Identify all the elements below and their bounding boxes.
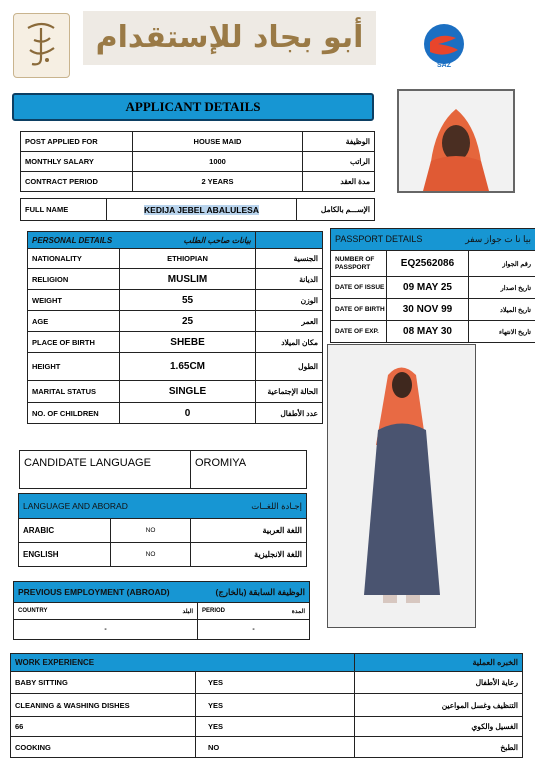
passport-arabic-label: تاريخ الميلاد xyxy=(469,299,535,321)
personal-label: NATIONALITY xyxy=(28,249,120,269)
personal-label: NO. OF CHILDREN xyxy=(28,403,120,424)
work-experience-label: 66 xyxy=(11,717,196,737)
passport-value: 30 NOV 99 xyxy=(387,299,469,321)
personal-arabic-label: عدد الأطفال xyxy=(256,403,323,424)
personal-value: SHEBE xyxy=(120,332,256,353)
full-name-label: FULL NAME xyxy=(21,199,107,221)
personal-value: 0 xyxy=(120,403,256,424)
brand-banner xyxy=(83,11,376,65)
passport-details-table xyxy=(330,228,535,343)
personal-arabic-label: الوزن xyxy=(256,290,323,311)
header-spacer xyxy=(256,232,323,249)
work-experience-header xyxy=(11,654,523,672)
section-title-cell xyxy=(331,229,535,251)
personal-arabic-label: الجنسية xyxy=(256,249,323,269)
passport-label: DATE OF EXP. xyxy=(331,321,387,343)
personal-value: MUSLIM xyxy=(120,269,256,290)
personal-value: ETHIOPIAN xyxy=(120,249,256,269)
language-value: NO xyxy=(111,543,191,567)
passport-label: NUMBER OF PASSPORT xyxy=(331,251,387,277)
contract-row xyxy=(21,132,375,152)
candidate-language-label: CANDIDATE LANGUAGE xyxy=(20,451,191,489)
passport-arabic-label: تاريخ الانتهاء xyxy=(469,321,535,343)
work-experience-label: BABY SITTING xyxy=(11,672,196,694)
languages-title: LANGUAGE AND ABORAD xyxy=(23,500,128,511)
company-seal-logo xyxy=(13,13,70,78)
contract-value: 2 YEARS xyxy=(133,172,303,192)
contract-label: POST APPLIED FOR xyxy=(21,132,133,152)
contract-arabic-label: الوظيفة xyxy=(303,132,375,152)
period-arabic-label: المدة xyxy=(254,603,310,620)
personal-value: 1.65CM xyxy=(120,353,256,381)
languages-title-arabic: إجـادة اللغــات xyxy=(251,500,303,511)
contract-value: 1000 xyxy=(133,152,303,172)
language-arabic-label: اللغة الانجليزية xyxy=(191,543,307,567)
work-experience-arabic-label: الطبخ xyxy=(355,737,523,758)
personal-value: SINGLE xyxy=(120,381,256,403)
personal-value: 55 xyxy=(120,290,256,311)
passport-details-title: PASSPORT DETAILS xyxy=(335,234,423,244)
personal-details-title: PERSONAL DETAILS xyxy=(32,235,113,245)
personal-details-table xyxy=(27,231,323,424)
work-experience-value: YES xyxy=(196,672,355,694)
personal-label: PLACE OF BIRTH xyxy=(28,332,120,353)
page-title: APPLICANT DETAILS xyxy=(125,99,261,114)
personal-label: RELIGION xyxy=(28,269,120,290)
personal-arabic-label: الديانة xyxy=(256,269,323,290)
contract-row xyxy=(21,172,375,192)
section-title-cell xyxy=(28,232,256,249)
languages-header xyxy=(19,494,307,519)
personal-arabic-label: العمر xyxy=(256,311,323,332)
work-experience-label: COOKING xyxy=(11,737,196,758)
personal-arabic-label: الحالة الإجتماعية xyxy=(256,381,323,403)
passport-label: DATE OF BIRTH xyxy=(331,299,387,321)
previous-employment-title: PREVIOUS EMPLOYMENT (ABROAD) xyxy=(18,586,170,597)
work-experience-value: YES xyxy=(196,717,355,737)
previous-employment-header xyxy=(14,582,310,603)
full-name-value xyxy=(107,199,297,221)
passport-label: DATE OF ISSUE xyxy=(331,277,387,299)
work-experience-table xyxy=(10,653,523,758)
contract-label: MONTHLY SALARY xyxy=(21,152,133,172)
applicant-full-body-photo xyxy=(327,344,476,628)
personal-label: WEIGHT xyxy=(28,290,120,311)
full-name-table xyxy=(20,198,375,221)
personal-arabic-label: مكان الميلاد xyxy=(256,332,323,353)
contract-row xyxy=(21,152,375,172)
language-arabic-label: اللغة العربية xyxy=(191,519,307,543)
saz-logo-text: SAZ xyxy=(437,62,451,69)
passport-details-header xyxy=(331,229,535,251)
language-label: ARABIC xyxy=(19,519,111,543)
full-name-arabic-label: الإســـم بالكامل xyxy=(297,199,375,221)
contract-table xyxy=(20,131,375,192)
passport-details-title-arabic: بيا نا ت جواز سفر xyxy=(465,234,531,244)
work-experience-value: NO xyxy=(196,737,355,758)
work-experience-title-arabic: الخبره العملية xyxy=(355,654,523,672)
passport-value: 09 MAY 25 xyxy=(387,277,469,299)
contract-value: HOUSE MAID xyxy=(133,132,303,152)
country-label: COUNTRY xyxy=(14,603,106,620)
candidate-language-table xyxy=(19,450,307,489)
language-label: ENGLISH xyxy=(19,543,111,567)
applicant-details-title xyxy=(12,93,374,121)
personal-arabic-label: الطول xyxy=(256,353,323,381)
saz-logo xyxy=(418,22,470,72)
previous-employment-title-arabic: الوظيفة السابقة (بالخارج) xyxy=(215,586,306,597)
contract-arabic-label: الراتب xyxy=(303,152,375,172)
language-value: NO xyxy=(111,519,191,543)
work-experience-arabic-label: التنظيف وغسل المواعين xyxy=(355,694,523,717)
work-experience-title: WORK EXPERIENCE xyxy=(11,654,355,672)
full-name-text: KEDIJA JEBEL ABALULESA xyxy=(144,204,259,215)
passport-arabic-label: تاريخ اصدار xyxy=(469,277,535,299)
personal-label: MARITAL STATUS xyxy=(28,381,120,403)
personal-value: 25 xyxy=(120,311,256,332)
work-experience-arabic-label: الغسيل والكوي xyxy=(355,717,523,737)
applicant-portrait-photo xyxy=(397,89,515,193)
contract-label: CONTRACT PERIOD xyxy=(21,172,133,192)
passport-value: 08 MAY 30 xyxy=(387,321,469,343)
passport-arabic-label: رقم الجواز xyxy=(469,251,535,277)
languages-table xyxy=(18,493,307,567)
candidate-language-value: OROMIYA xyxy=(191,451,307,489)
country-arabic-label: البلد xyxy=(106,603,198,620)
work-experience-arabic-label: رعاية الأطفال xyxy=(355,672,523,694)
contract-arabic-label: مدة العقد xyxy=(303,172,375,192)
country-value: - xyxy=(14,620,198,640)
previous-employment-table xyxy=(13,581,310,640)
personal-details-title-arabic: بيانات صاحب الطلب xyxy=(183,235,252,245)
period-value: - xyxy=(198,620,310,640)
brand-arabic-name: أبو بجاد للإستقدام xyxy=(95,20,364,55)
period-label: PERIOD xyxy=(198,603,254,620)
passport-value: EQ2562086 xyxy=(387,251,469,277)
personal-label: AGE xyxy=(28,311,120,332)
section-title-cell xyxy=(14,582,310,603)
section-title-cell xyxy=(19,494,307,519)
work-experience-label: CLEANING & WASHING DISHES xyxy=(11,694,196,717)
personal-details-header xyxy=(28,232,323,249)
personal-label: HEIGHT xyxy=(28,353,120,381)
work-experience-value: YES xyxy=(196,694,355,717)
